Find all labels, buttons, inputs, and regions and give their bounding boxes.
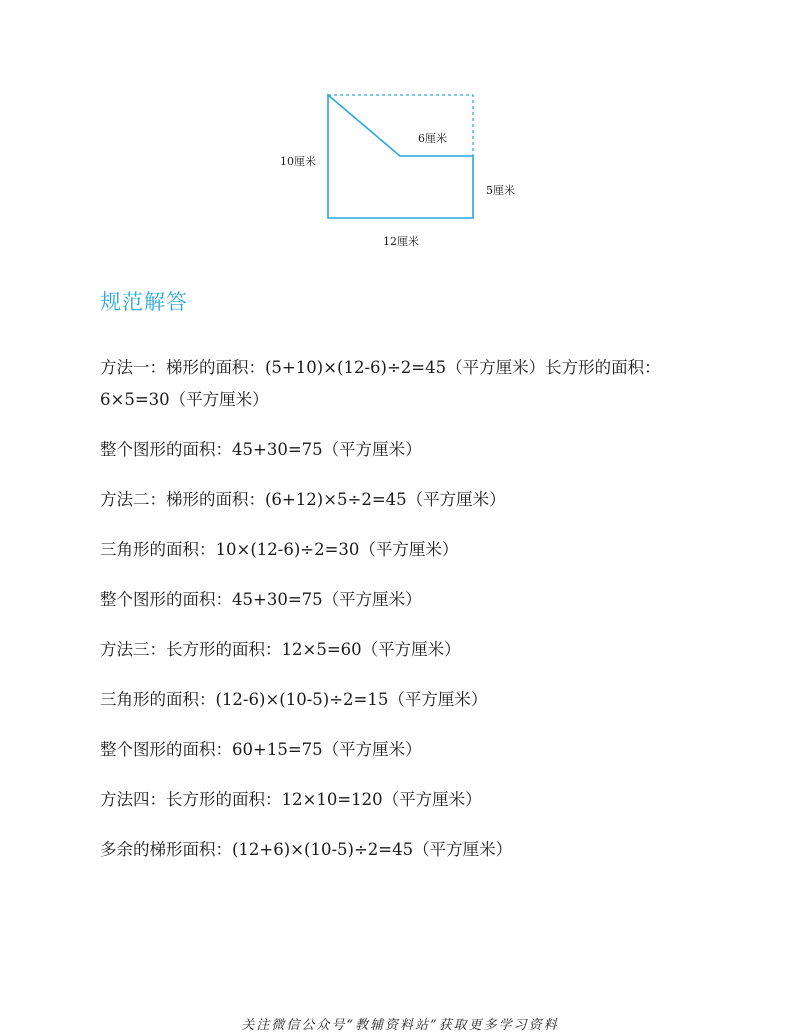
answer-line: 多余的梯形面积：(12+6)×(10-5)÷2=45（平方厘米）	[100, 840, 513, 859]
dashed-outline	[328, 95, 473, 156]
answer-line: 整个图形的面积：45+30=75（平方厘米）	[100, 590, 422, 609]
answer-line: 三角形的面积：10×(12-6)÷2=30（平方厘米）	[100, 540, 459, 559]
answer-line-method-3: 方法三：长方形的面积：12×5=60（平方厘米）	[100, 640, 461, 659]
shape-outline	[328, 95, 473, 218]
label-height-left: 10厘米	[280, 155, 316, 168]
section-title: 规范解答	[100, 290, 188, 314]
answer-line-method-1: 方法一：梯形的面积：(5+10)×(12-6)÷2=45（平方厘米）长方形的面积：6×5=30（平方厘米）	[100, 358, 661, 409]
label-bottom-width: 12厘米	[383, 235, 419, 248]
answer-line-method-4: 方法四：长方形的面积：12×10=120（平方厘米）	[100, 790, 482, 809]
answer-line: 整个图形的面积：60+15=75（平方厘米）	[100, 740, 422, 759]
footer-note: 关注微信公众号“教辅资料站”获取更多学习资料	[241, 1018, 559, 1033]
answer-block	[100, 352, 720, 884]
label-right-side: 5厘米	[486, 184, 515, 197]
answer-line-method-2: 方法二：梯形的面积：(6+12)×5÷2=45（平方厘米）	[100, 490, 506, 509]
geometry-figure	[270, 85, 530, 260]
answer-line: 三角形的面积：(12-6)×(10-5)÷2=15（平方厘米）	[100, 690, 488, 709]
answer-line: 整个图形的面积：45+30=75（平方厘米）	[100, 440, 422, 459]
label-top-right: 6厘米	[418, 132, 447, 145]
